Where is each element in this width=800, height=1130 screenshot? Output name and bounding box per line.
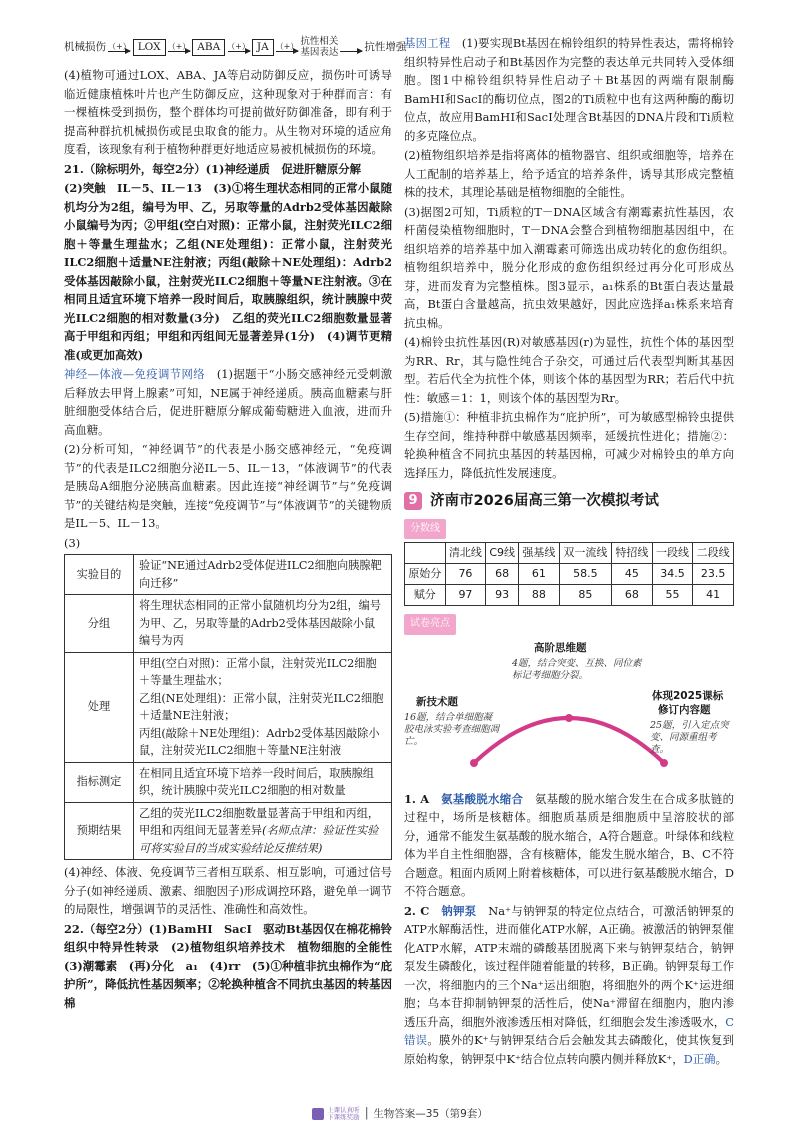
- mechanism-flow-diagram: [64, 34, 407, 60]
- highlight-right-desc: 25题，引入定点突变、同源重组考查。: [650, 719, 729, 755]
- answer-21-explain-2: (2)分析可知，“神经调节”的代表是小肠交感神经元，“免疫调节”的代表是ILC2细胞分泌IL－5、IL－13，“体液调节”的代表是胰岛A细胞分泌胰高血糖素。因此连接“神经调节”与“免疫调节”的关键结构是突触，连接“免疫调节”与“体液调节”的关键物质是IL－5、IL－13。: [64, 442, 392, 530]
- topic-label: 神经—体液—免疫调节网络: [64, 367, 206, 381]
- table-row: 实验目的 验证“NE通过Adrb2受体促进ILC2细胞向胰腺靶向迁移”: [65, 555, 392, 595]
- flow-arrow: （+）: [275, 42, 299, 51]
- answer-21-key: (2)突触 IL－5、IL－13 (3)①将生理状态相同的正常小鼠随机均分为2组，编号为甲、乙，另取等量的Adrb2受体基因敲除小鼠编号为丙；②甲组(空白对照)：正常小鼠，注射荧光ILC2细胞＋等量生理盐水；乙组(NE处理组)：正常小鼠，注射荧光ILC2细胞＋适量NE注射液；丙组(敲除＋NE处理组)：Adrb2受体基因敲除小鼠，注射荧光ILC2细胞＋等量NE注射液。③在相同且适宜环境下培养一段时间后，取胰腺组织，统计胰腺中荧光ILC2细胞的相对数量(3分) 乙组的荧光ILC2细胞数量显著高于甲组和丙组；甲组和丙组间无显著差异(1分) (4)调节更精准(或更加高效): [64, 181, 392, 362]
- answer-22-heading: 22.（每空2分）(1)BamHⅠ SacⅠ 驱动Bt基因仅在棉花棉铃组织中特异性转录 (2)植物组织培养技术 植物细胞的全能性 (3)潮霉素 (再)分化 a₁ (4)rr (5)①种植非抗虫棉作为“庇护所”，降低抗性基因频率；②轮换种植含不同抗虫基因的转基因棉: [64, 921, 404, 1010]
- flow-node-aba: ABA: [192, 39, 225, 56]
- flow-node-lox: LOX: [133, 39, 166, 56]
- highlights-tag: 试卷亮点: [404, 614, 456, 635]
- answer-22-explain-5: (5)措施①：种植非抗虫棉作为“庇护所”，可为敏感型棉铃虫提供生存空间，维持种群中敏感基因频率，延缓抗性进化；措施②：轮换种植含不同抗虫基因的转基因棉，可减少对棉铃虫的单方向选择压力，降低抗性发展速度。: [404, 410, 734, 480]
- answer-22-explain-4: (4)棉铃虫抗性基因(R)对敏感基因(r)为显性，抗性个体的基因型为RR、Rr，其与隐性纯合子杂交，可通过后代表型判断其基因型。若后代全为抗性个体，则该个体的基因型为RR；若后代中抗性：敏感＝1：1，则该个体的基因型为Rr。: [404, 335, 734, 405]
- flow-end: 抗性增强: [364, 40, 407, 53]
- exam-section-header: [404, 492, 734, 511]
- answer-21-explain-4: (4)神经、体液、免疫调节三者相互联系、相互影响，可通过信号分子(如神经递质、激素、细胞因子)形成调控环路，避免单一调节的局限性，增强调节的灵活性、准确性和高效性。: [64, 865, 392, 916]
- answer-22-explain-2: (2)植物组织培养是指将离体的植物器官、组织或细胞等，培养在人工配制的培养基上，给予适宜的培养条件，诱导其形成完整植株的技术，其理论基础是植物细胞的全能性。: [404, 148, 734, 199]
- topic-label: 钠钾泵: [441, 903, 477, 918]
- flow-arrow: （+）: [167, 42, 191, 51]
- answer-1: 1. A 氨基酸脱水缩合 氨基酸的脱水缩合发生在合成多肽链的过程中，场所是核糖体。细胞质基质是细胞质中呈溶胶状的部分，通常不能发生氨基酸的脱水缩合，A符合题意。叶绿体和线粒体为半自主性细胞器，含有核糖体，能发生脱水缩合，B、C不符合题意。粗面内质网上附着核糖体，可以进行氨基酸脱水缩合，D不符合题意。: [404, 791, 734, 898]
- flow-arrow: [340, 42, 362, 52]
- answer-21-explain-1: 神经—体液—免疫调节网络 (1)据题干“小肠交感神经元受刺激后释放去甲肾上腺素”可知，NE属于神经递质。胰高血糖素与肝脏细胞受体结合后，促进肝糖原分解成葡萄糖进入血液，进而升高血糖。: [64, 367, 392, 437]
- section-title: 济南市2026届高三第一次模拟考试: [430, 493, 659, 509]
- table-row: 分组 将生理状态相同的正常小鼠随机均分为2组，编号为甲、乙，另取等量的Adrb2受体基因敲除小鼠编号为丙: [65, 595, 392, 653]
- score-table: [404, 542, 734, 606]
- flow-start: 机械损伤: [64, 40, 106, 53]
- left-column: [64, 34, 407, 1013]
- topic-label: 基因工程: [404, 36, 451, 50]
- answer-22-explain-1: 基因工程 (1)要实现Bt基因在棉铃组织的特异性表达，需将棉铃组织特异性启动子和Bt基因作为完整的表达单元共同转入受体细胞。图1中棉铃组织特异性启动子＋Bt基因的两端有限制酶BamHⅠ和SacⅠ的酶切位点，图2的Ti质粒中也有这两种酶的酶切位点，故应用BamHⅠ和SacⅠ处理含Bt基因的DNA片段和Ti质粒的多克隆位点。: [404, 36, 734, 143]
- table-row: 原始分 76 68 61 58.5 45 34.5 23.5: [405, 564, 734, 585]
- flow-arrow: （+）: [108, 42, 131, 51]
- table-row: 处理 甲组(空白对照)：正常小鼠，注射荧光ILC2细胞＋等量生理盐水； 乙组(NE处理组)：正常小鼠，注射荧光ILC2细胞＋适量NE注射液； 丙组(敲除＋NE处理组)：Adrb2受体基因敲除小鼠，注射荧光ILC2细胞＋等量NE注射液: [65, 652, 392, 762]
- flow-arrow: （+）: [227, 42, 250, 51]
- section-number-badge: 9: [404, 492, 422, 510]
- topic-label: 氨基酸脱水缩合: [441, 791, 524, 806]
- answer-21-heading: 21.（除标明外，每空2分）(1)神经递质 促进肝糖原分解: [64, 161, 362, 176]
- answer-20-part4: (4)植物可通过LOX、ABA、JA等启动防御反应，损伤叶可诱导临近健康植株叶片也产生防御反应，这种现象对于种群而言：有一棵植株受到损伤，整个群体均可提前做好防御准备，即有利于提高种群抗机械损伤或昆虫取食的能力。从生物对环境的适应角度看，该现象有利于植物种群更好地适应易被机械损伤的环境。: [64, 68, 392, 156]
- exam-highlights-diagram: [404, 638, 734, 786]
- highlight-top-desc: 4题，结合突变、互换、同位素标记考细胞分裂。: [512, 657, 642, 681]
- brand-slogan: 上课认真听 下课练奖励: [327, 1106, 360, 1121]
- table-row: 清北线 C9线 强基线 双一流线 特招线 一段线 二段线: [405, 543, 734, 564]
- flow-node-ja: JA: [252, 39, 274, 56]
- highlight-right-title-2: 修订内容题: [658, 703, 711, 716]
- right-column: [404, 34, 734, 1069]
- highlight-top-title: 高阶思维题: [534, 641, 587, 654]
- highlight-left-title: 新技术题: [416, 695, 458, 708]
- score-line-tag: 分数线: [404, 519, 446, 540]
- highlight-right-title-1: 体现2025课标: [652, 689, 724, 702]
- page-number-label: 生物答案—35（第9套）: [373, 1108, 488, 1120]
- highlight-left-desc: 16题，结合单细胞凝胶电泳实验考查细胞凋亡。: [404, 711, 500, 747]
- tip-note: (名师点津：验证性实验可将实验目的当成实验结论反推结果): [139, 824, 379, 855]
- flow-node-gene-expression: 抗性相关 基因表达: [300, 36, 339, 58]
- experiment-table: [64, 554, 392, 860]
- table-row: 预期结果 乙组的荧光ILC2细胞数量显著高于甲组和丙组，甲组和丙组间无显著差异(名师点津：验证性实验可将实验目的当成实验结论反推结果): [65, 802, 392, 860]
- answer-22-explain-3: (3)据图2可知，Ti质粒的T－DNA区域含有潮霉素抗性基因，农杆菌侵染植物细胞时，T－DNA会整合到植物细胞基因组中，在组织培养的培养基中加入潮霉素可筛选出成功转化的愈伤组织。植物组织培养中，脱分化形成的愈伤组织经过再分化可形成丛芽，进而发育为完整植株。图3显示，a₁株系的Bt蛋白表达量最高，Bt蛋白含量越高，抗虫效果越好，因此应选择a₁株系来培育抗虫棉。: [404, 204, 734, 330]
- table-row: 赋分 97 93 88 85 68 55 41: [405, 585, 734, 606]
- page-footer: 上课认真听 下课练奖励 │ 生物答案—35（第9套）: [0, 1106, 800, 1121]
- answer-2: 2. C 钠钾泵 Na⁺与钠钾泵的特定位点结合，可激活钠钾泵的ATP水解酶活性，进而催化ATP水解，A正确。被激活的钠钾泵催化ATP水解，ATP末端的磷酸基团脱离下来与钠钾泵结合，钠钾泵发生磷酸化，该过程伴随着能量的转移，B正确。钠钾泵每工作一次，将细胞内的三个Na⁺运出细胞，将细胞外的两个K⁺运进细胞；乌本苷抑制钠钾泵的活性后，使Na⁺滞留在细胞内，胞内渗透压升高，细胞外液渗透压相对降低，红细胞会发生渗透吸水，C错误。膜外的K⁺与钠钾泵结合后会触发其去磷酸化，使其恢复到原始构象，钠钾泵中K⁺结合位点转向膜内侧并释放K⁺，D正确。: [404, 903, 734, 1066]
- table-row: 指标测定 在相同且适宜环境下培养一段时间后，取胰腺组织，统计胰腺中荧光ILC2细胞的相对数量: [65, 762, 392, 802]
- answer-21-explain-3: (3): [64, 535, 81, 550]
- brand-logo-icon: [312, 1108, 324, 1120]
